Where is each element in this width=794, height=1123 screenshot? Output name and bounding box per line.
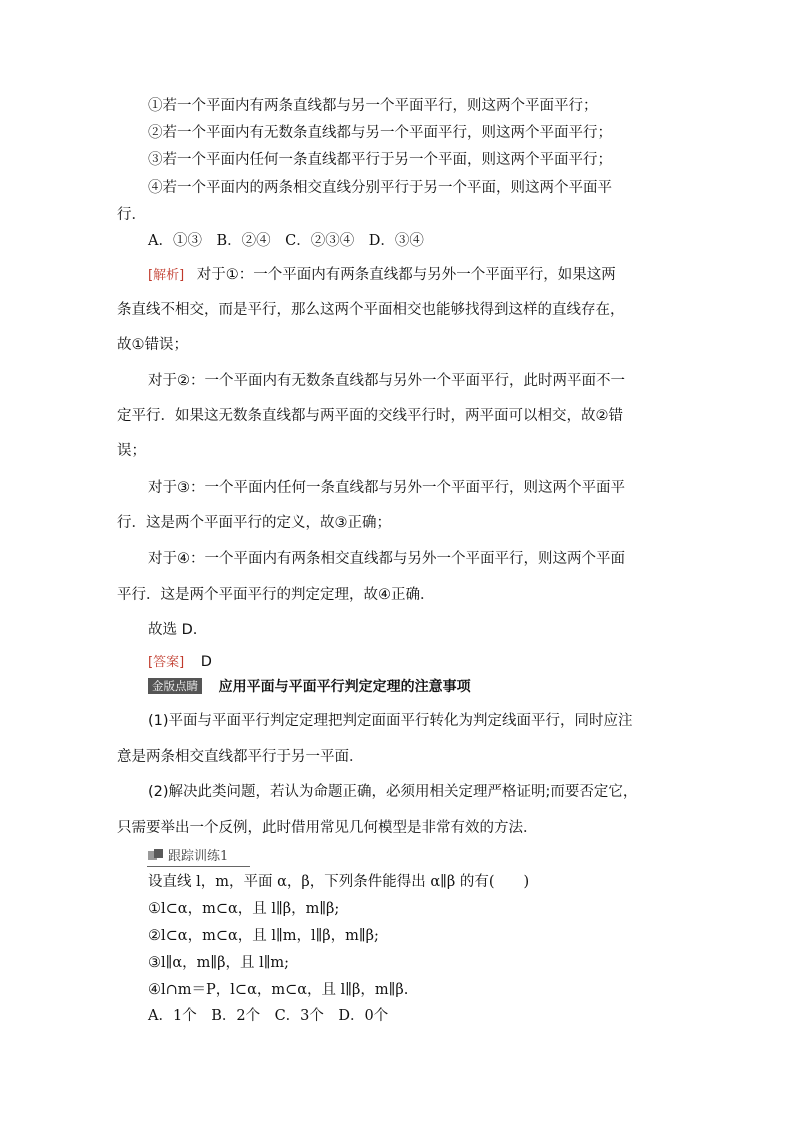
analysis-line-8: 行．这是两个平面平行的定义，故③正确； [117, 515, 391, 531]
follow-item-1: ①l⊂α，m⊂α，且 l∥β，m∥β; [148, 901, 340, 917]
statement-3: ③若一个平面内任何一条直线都平行于另一个平面，则这两个平面平行； [148, 152, 612, 168]
analysis-line-7: 对于③：一个平面内任何一条直线都与另外一个平面平行，则这两个平面平 [148, 480, 625, 496]
analysis-line-6: 误； [117, 443, 146, 459]
follow-heading-underline [147, 866, 250, 867]
answer-line [148, 652, 212, 673]
follow-item-3: ③l∥α，m∥β，且 l∥m; [148, 955, 290, 971]
analysis-tag: [解析] [148, 268, 185, 283]
analysis-line-5: 定平行．如果这无数条直线都与两平面的交线平行时，两平面可以相交，故②错 [117, 408, 623, 424]
follow-item-4: ④l∩m＝P，l⊂α，m⊂α，且 l∥β，m∥β. [148, 982, 409, 998]
follow-heading [148, 848, 228, 866]
tip-line-1: (1)平面与平面平行判定定理把判定面面平行转化为判定线面平行，同时应注 [148, 713, 633, 729]
tip-badge: 金版点睛 [148, 678, 202, 694]
statement-4: ④若一个平面内的两条相交直线分别平行于另一个平面，则这两个平面平 [148, 180, 612, 196]
analysis-line-2: 条直线不相交，而是平行，那么这两个平面相交也能够找得到这样的直线存在， [117, 302, 625, 318]
analysis-line-10: 平行．这是两个平面平行的判定定理，故④正确． [117, 587, 435, 603]
follow-question: 设直线 l，m，平面 α，β，下列条件能得出 α∥β 的有( ) [148, 874, 530, 890]
statement-4-continuation: 行． [117, 207, 146, 223]
answer-value: D [200, 654, 212, 670]
tip-title: 应用平面与平面平行判定定理的注意事项 [218, 679, 471, 695]
analysis-conclusion: 故选 D. [148, 622, 198, 638]
statement-1: ①若一个平面内有两条直线都与另一个平面平行，则这两个平面平行； [148, 98, 598, 114]
follow-options: A．1个 B．2个 C．3个 D．0个 [148, 1008, 389, 1024]
tip-line-2: 意是两条相交直线都平行于另一平面． [117, 749, 364, 765]
question-options: A．①③ B．②④ C．②③④ D．③④ [148, 233, 424, 249]
tip-line-3: (2)解决此类问题，若认为命题正确，必须用相关定理严格证明;而要否定它， [148, 784, 638, 800]
analysis-line-9: 对于④：一个平面内有两条相交直线都与另外一个平面平行，则这两个平面 [148, 551, 625, 567]
tip-line-4: 只需要举出一个反例，此时借用常见几何模型是非常有效的方法． [117, 820, 538, 836]
squares-icon [148, 849, 164, 861]
answer-tag: [答案] [148, 655, 185, 670]
follow-heading-text: 跟踪训练1 [168, 849, 229, 864]
follow-item-2: ②l⊂α，m⊂α，且 l∥m，l∥β，m∥β; [148, 928, 379, 944]
analysis-line-1 [148, 265, 616, 286]
analysis-line-3: 故①错误； [117, 337, 188, 353]
analysis-text-1: 对于①：一个平面内有两条直线都与另外一个平面平行，如果这两 [196, 267, 616, 283]
statement-2: ②若一个平面内有无数条直线都与另一个平面平行，则这两个平面平行； [148, 125, 612, 141]
tip-header [148, 677, 471, 697]
analysis-line-4: 对于②：一个平面内有无数条直线都与另外一个平面平行，此时两平面不一 [148, 373, 625, 389]
